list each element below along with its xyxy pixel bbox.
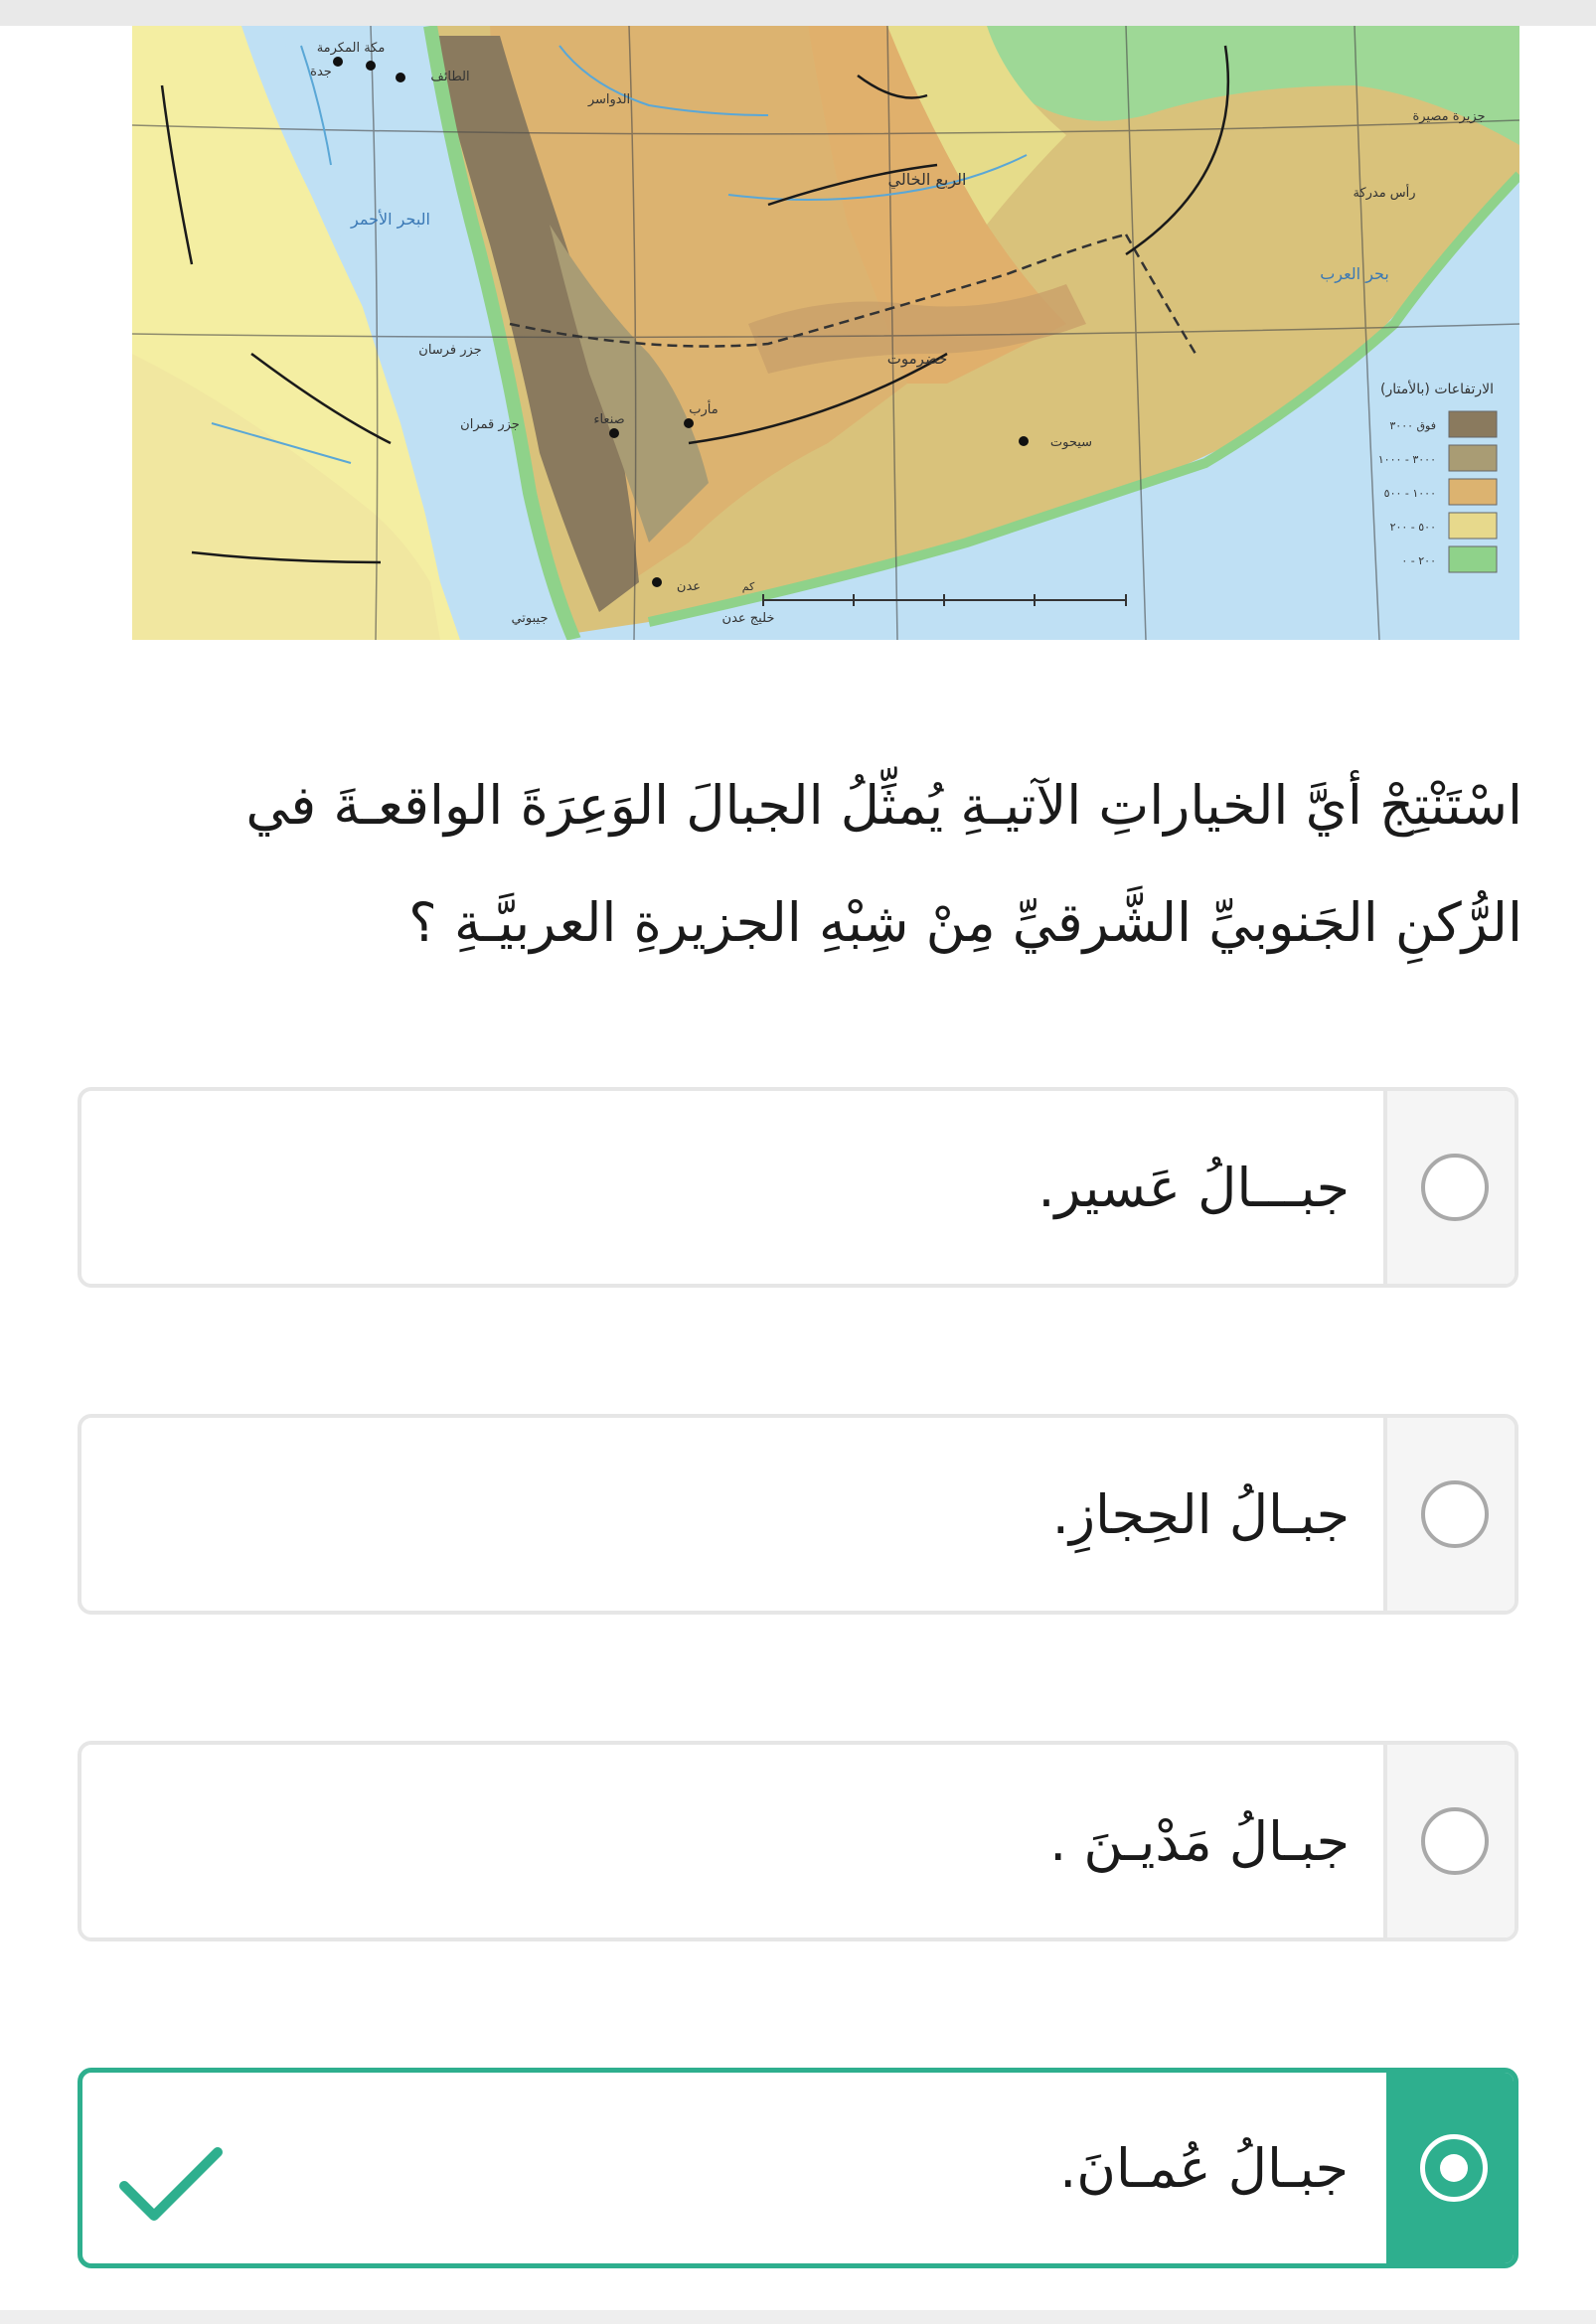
map-label-gulf-aden: خليج عدن — [721, 611, 775, 626]
option-label: جبـالُ الحِجازِ. — [1051, 1482, 1350, 1546]
legend-swatch — [1449, 411, 1497, 437]
legend-label: فوق ٣٠٠٠ — [1389, 419, 1436, 432]
radio-column — [1383, 1091, 1515, 1284]
map-label-aden: عدن — [676, 579, 702, 594]
legend-title: الارتفاعات (بالأمتار) — [1380, 382, 1494, 397]
legend-label: ٥٠٠ - ٢٠٠ — [1389, 521, 1436, 534]
map-label-scale: كم — [741, 580, 755, 593]
map-label-marib: مأرب — [689, 402, 718, 417]
option-label: جبـــالُ عَسير. — [1037, 1156, 1350, 1219]
bottom-bar — [0, 2310, 1596, 2324]
map-label-mecca: مكة المكرمة — [316, 41, 386, 56]
map-label-hadramawt: حضرموت — [886, 350, 948, 368]
map-label-dawasir: الدواسر — [587, 92, 631, 107]
legend-swatch — [1449, 546, 1497, 572]
radio-button[interactable] — [1421, 1154, 1489, 1221]
radio-button[interactable] — [1421, 1480, 1489, 1548]
option-label: جبـالُ عُمـانَ. — [1059, 2136, 1349, 2200]
map-label-empty-quarter: الربع الخالي — [887, 170, 967, 189]
legend-label: ٢٠٠ - ٠ — [1401, 554, 1436, 567]
option-madyan[interactable] — [78, 1741, 1518, 1941]
question-text: اسْتَنْتِجْ أيَّ الخياراتِ الآتيـةِ يُمثِّلُ الجبالَ الوَعِرَةَ الواقعـةَ في الرُّكنِ الجَنوبيِّ الشَّرقيِّ مِنْ شِبْهِ الجزيرةِ العربيَّـةِ ؟ — [245, 774, 1522, 954]
radio-column — [1383, 1418, 1515, 1611]
top-bar — [0, 0, 1596, 26]
legend-swatch — [1449, 445, 1497, 471]
correct-check-icon — [116, 2144, 226, 2228]
map-label-arabian-sea: بحر العرب — [1320, 264, 1389, 283]
map-label-sayhut: سيحوت — [1049, 435, 1093, 450]
map-label-djibouti: جيبوتي — [511, 611, 549, 626]
option-asir[interactable] — [78, 1087, 1518, 1288]
map-label-red-sea: البحر الأحمر — [351, 210, 430, 229]
radio-column — [1383, 1745, 1515, 1937]
map-label-ras-madrakah: رأس مدركة — [1353, 186, 1416, 201]
map-label-kamaran: جزر قمران — [460, 417, 520, 432]
legend-label: ٣٠٠٠ - ١٠٠٠ — [1377, 453, 1436, 466]
legend-swatch — [1449, 479, 1497, 505]
map-label-sanaa: صنعاء — [593, 412, 625, 427]
map-label-masirah: جزيرة مصيرة — [1412, 109, 1486, 124]
option-oman[interactable] — [78, 2068, 1518, 2268]
legend-swatch — [1449, 513, 1497, 539]
relief-map — [132, 26, 1519, 640]
radio-column — [1386, 2073, 1514, 2263]
map-label-farasan: جزر فرسان — [418, 343, 482, 358]
map-label-jeddah: جدة — [310, 65, 332, 79]
option-hijaz[interactable] — [78, 1414, 1518, 1615]
legend-label: ١٠٠٠ - ٥٠٠ — [1383, 487, 1436, 500]
option-label: جبـالُ مَدْيـنَ . — [1049, 1809, 1350, 1873]
map-label-taif: الطائف — [430, 70, 470, 84]
radio-button[interactable] — [1421, 1807, 1489, 1875]
radio-button-selected[interactable] — [1420, 2134, 1488, 2202]
